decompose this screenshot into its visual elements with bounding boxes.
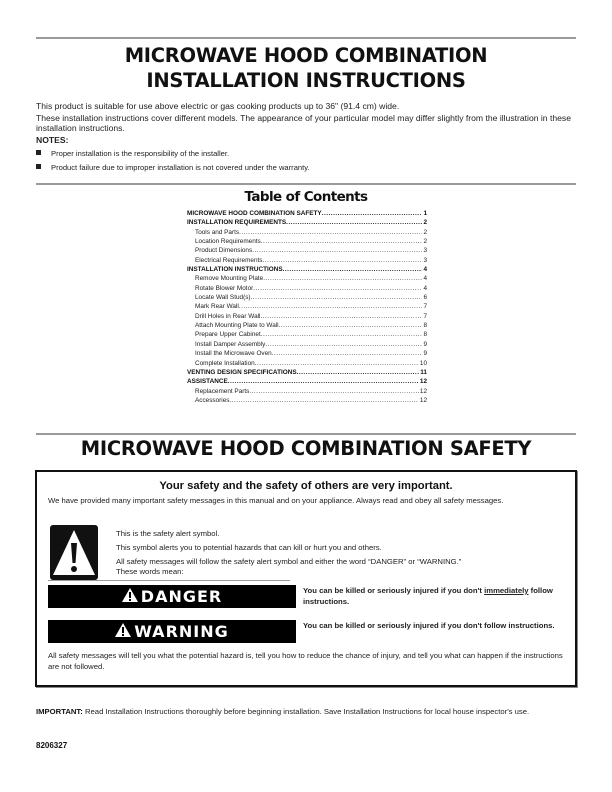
danger-message: You can be killed or seriously injured if you don't immediately follow instructions. xyxy=(303,586,553,606)
toc-entry-label: ASSISTANCE xyxy=(187,378,228,386)
page-title-line1: MICROWAVE HOOD COMBINATION xyxy=(124,44,488,67)
toc-entry-label: Accessories xyxy=(195,396,230,404)
toc-entry[interactable] xyxy=(187,377,427,386)
toc-leader-dots xyxy=(253,284,422,293)
toc-leader-dots xyxy=(252,246,422,255)
safety-alert-icon xyxy=(50,525,98,580)
toc-entry-label: Install Damper Assembly xyxy=(195,340,266,348)
toc-entry[interactable] xyxy=(187,349,427,358)
toc-entry-page: 2 xyxy=(423,219,427,227)
toc-entry-page: 2 xyxy=(423,238,427,246)
toc-entry-page: 9 xyxy=(423,350,427,358)
toc-leader-dots xyxy=(261,330,423,339)
toc-entry-label: Replacement Parts xyxy=(195,387,250,395)
toc-entry-label: Install the Microwave Oven xyxy=(195,350,272,358)
toc-entry-page: 4 xyxy=(423,275,427,283)
toc-leader-dots xyxy=(249,387,419,396)
toc-entry[interactable] xyxy=(187,396,427,405)
toc-entry[interactable] xyxy=(187,302,427,311)
toc-leader-dots xyxy=(260,312,422,321)
toc-entry-label: INSTALLATION INSTRUCTIONS xyxy=(187,266,283,274)
toc-leader-dots xyxy=(265,340,422,349)
toc-entry[interactable] xyxy=(187,274,427,283)
toc-entry-label: Location Requirements xyxy=(195,238,261,246)
document-number: 8206327 xyxy=(36,741,68,750)
toc-entry[interactable] xyxy=(187,340,427,349)
toc-entry-page: 11 xyxy=(420,368,427,376)
toc-entry-page: 6 xyxy=(423,294,427,302)
toc-entry-label: Tools and Parts xyxy=(195,228,240,236)
toc-entry-label: INSTALLATION REQUIREMENTS xyxy=(187,219,287,227)
toc-entry[interactable] xyxy=(187,246,427,255)
toc-entry[interactable] xyxy=(187,387,427,396)
section-rule xyxy=(36,433,576,435)
toc-entry-label: MICROWAVE HOOD COMBINATION SAFETY xyxy=(187,210,322,217)
toc-entry[interactable] xyxy=(187,321,427,330)
warning-banner xyxy=(48,620,296,643)
top-rule xyxy=(36,37,576,39)
bullet-square-icon xyxy=(36,150,41,155)
section-rule xyxy=(36,183,576,185)
toc-entry-label: Locate Wall Stud(s) xyxy=(195,294,251,302)
toc-leader-dots xyxy=(263,274,422,283)
danger-banner xyxy=(48,585,296,608)
toc-entry-label: Mark Rear Wall xyxy=(195,303,239,311)
toc-entry[interactable] xyxy=(187,359,427,368)
toc-entry-page: 4 xyxy=(423,266,427,274)
safety-outro: All safety messages will tell you what the potential hazard is, tell you how to reduce the chance of injury, and tell you what can happen if the instructions are not followed. xyxy=(48,651,563,671)
table-of-contents xyxy=(187,209,427,405)
toc-leader-dots xyxy=(297,368,420,377)
toc-leader-dots xyxy=(239,302,423,311)
alert-line: This is the safety alert symbol. xyxy=(116,529,220,538)
toc-entry-label: Product Dimensions xyxy=(195,247,253,255)
toc-entry[interactable] xyxy=(187,228,427,237)
toc-entry[interactable] xyxy=(187,293,427,302)
toc-entry-page: 10 xyxy=(419,359,427,367)
toc-entry[interactable] xyxy=(187,218,427,227)
toc-leader-dots xyxy=(251,293,423,302)
toc-entry[interactable] xyxy=(187,237,427,246)
toc-leader-dots xyxy=(229,396,418,405)
toc-entry-page: 12 xyxy=(419,387,427,395)
toc-entry[interactable] xyxy=(187,330,427,339)
warning-label: WARNING xyxy=(134,622,229,641)
toc-entry[interactable] xyxy=(187,256,427,265)
danger-label: DANGER xyxy=(140,587,223,606)
toc-leader-dots xyxy=(255,359,419,368)
toc-entry-page: 12 xyxy=(419,378,427,386)
safety-headline: Your safety and the safety of others are very important. xyxy=(159,480,453,492)
toc-entry-label: VENTING DESIGN SPECIFICATIONS xyxy=(187,368,297,376)
toc-entry-page: 7 xyxy=(423,312,427,320)
toc-entry-page: 8 xyxy=(423,322,427,330)
toc-entry-label: Rotate Blower Motor xyxy=(195,284,254,292)
important-note: IMPORTANT: Read Installation Instructions thoroughly before beginning installation. Save Installation Instructions for local house inspector's use. xyxy=(36,707,530,716)
note-item: Proper installation is the responsibility of the installer. xyxy=(36,149,229,158)
notes-label: NOTES: xyxy=(36,135,69,145)
toc-entry[interactable] xyxy=(187,312,427,321)
intro-paragraph-2: These installation instructions cover different models. The appearance of your particular model may differ slightly from the illustration in these installation instructions. xyxy=(36,113,571,133)
bullet-square-icon xyxy=(36,164,41,169)
toc-entry-page: 7 xyxy=(423,303,427,311)
divider xyxy=(48,580,290,581)
alert-line: All safety messages will follow the safety alert symbol and either the word “DANGER” or “WARNING.” xyxy=(116,557,462,566)
toc-entry-page: 4 xyxy=(423,284,427,292)
toc-leader-dots xyxy=(272,349,423,358)
important-label: IMPORTANT: xyxy=(36,707,83,716)
toc-leader-dots xyxy=(279,321,423,330)
toc-entry-label: Attach Mounting Plate to Wall xyxy=(195,322,279,330)
warning-message: You can be killed or seriously injured if you don't follow instructions. xyxy=(303,621,555,630)
warning-triangle-icon xyxy=(115,622,131,641)
toc-entry-page: 2 xyxy=(423,228,427,236)
page-title xyxy=(0,43,612,93)
toc-entry-label: Complete Installation xyxy=(195,359,255,367)
toc-entry-label: Remove Mounting Plate xyxy=(195,275,264,283)
toc-entry-label: Prepare Upper Cabinet xyxy=(195,331,261,339)
safety-intro: We have provided many important safety messages in this manual and on your appliance. Always read and obey all safety messages. xyxy=(48,496,504,505)
toc-entry-page: 3 xyxy=(423,256,427,264)
note-item: Product failure due to improper installation is not covered under the warranty. xyxy=(36,163,310,172)
toc-entry-label: Electrical Requirements xyxy=(195,256,263,264)
toc-entry-page: 8 xyxy=(423,331,427,339)
toc-entry-label: Drill Holes in Rear Wall xyxy=(195,312,261,320)
toc-entry-page: 12 xyxy=(419,396,427,404)
toc-leader-dots xyxy=(286,218,422,227)
toc-entry[interactable] xyxy=(187,209,427,218)
toc-entry[interactable] xyxy=(187,284,427,293)
toc-entry[interactable] xyxy=(187,265,427,274)
toc-title: Table of Contents xyxy=(244,189,368,205)
toc-leader-dots xyxy=(283,265,423,274)
safety-section-title: MICROWAVE HOOD COMBINATION SAFETY xyxy=(80,437,532,460)
page-title-line2: INSTALLATION INSTRUCTIONS xyxy=(146,69,466,92)
toc-entry[interactable] xyxy=(187,368,427,377)
toc-leader-dots xyxy=(261,237,423,246)
toc-entry-page: 1 xyxy=(423,210,427,217)
toc-entry-page: 9 xyxy=(423,340,427,348)
alert-line: These words mean: xyxy=(116,567,184,576)
warning-triangle-icon xyxy=(122,587,138,606)
toc-leader-dots xyxy=(262,256,422,265)
toc-leader-dots xyxy=(239,228,422,237)
alert-line: This symbol alerts you to potential hazards that can kill or hurt you and others. xyxy=(116,543,382,552)
toc-entry-page: 3 xyxy=(423,247,427,255)
toc-leader-dots xyxy=(322,209,423,218)
safety-box xyxy=(35,470,577,687)
intro-paragraph-1: This product is suitable for use above electric or gas cooking products up to 36" (91.4 cm) wide. xyxy=(36,101,400,111)
toc-leader-dots xyxy=(228,377,419,386)
